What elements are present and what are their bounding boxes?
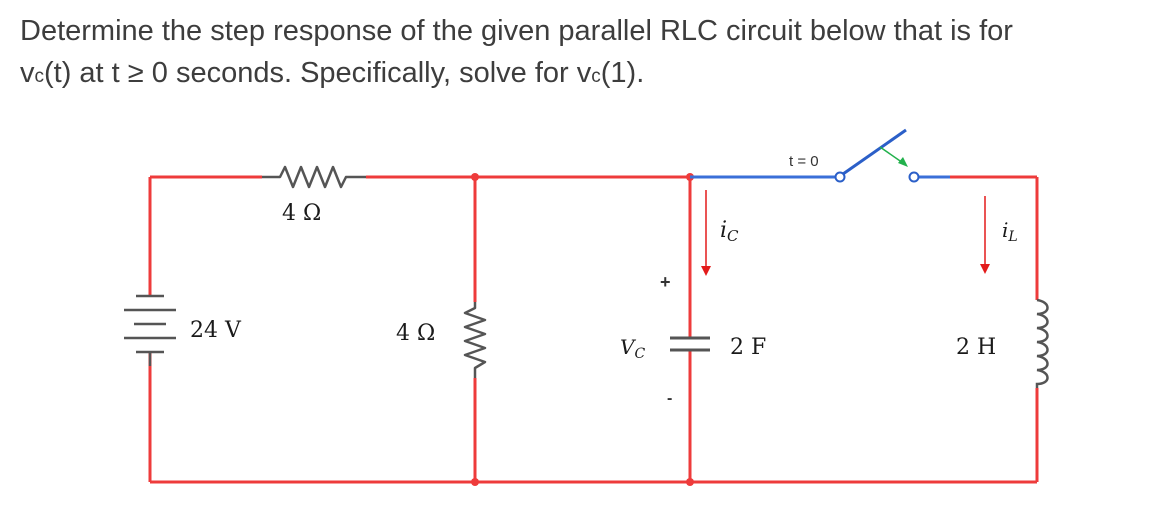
capacitor [670,338,710,350]
switch-label: t = 0 [789,153,819,170]
ic-label-sub: C [727,227,739,245]
question-line-2-end: (1). [600,57,645,89]
il-label-sub: L [1008,229,1018,245]
capacitor-minus-sign: - [667,390,673,407]
ic-label [720,218,739,245]
junction-top-1 [471,173,479,181]
junction-bottom-2 [686,478,694,486]
capacitor-label: 2 F [730,335,767,360]
il-current-arrow [980,196,990,274]
series-resistor-label: 4 Ω [282,201,322,226]
series-resistor [262,167,366,187]
capacitor-plus-sign: + [660,272,671,292]
il-arrow-head [980,264,990,274]
switch-arm [843,130,906,174]
source-label: 24 V [190,318,241,343]
vc-symbol: v [20,57,35,89]
ic-arrow-head [701,266,711,276]
il-label [1002,218,1018,245]
il-label-main: i [1002,218,1009,242]
voltage-source [124,296,176,366]
switch [690,130,950,182]
inductor [1037,300,1048,388]
switch-arrow-head [898,157,908,167]
shunt-resistor-label: 4 Ω [396,321,436,346]
vc-subscript-2: c [591,66,601,87]
vc-label-sub: C [634,346,646,362]
junction-bottom-1 [471,478,479,486]
junction-dots [471,173,694,486]
question-line-2-middle: (t) at t ≥ 0 seconds. Specifically, solve for v [44,57,592,89]
ic-label-main: i [720,218,728,243]
inductor-label: 2 H [956,335,997,360]
vc-label [620,335,645,362]
switch-arrow-shaft [880,147,903,163]
vc-subscript: c [34,66,44,87]
vc-label-main: V [620,335,635,359]
switch-terminal-right [910,173,919,182]
question-line-1: Determine the step response of the given parallel RLC circuit below that is for [20,15,1013,47]
ic-current-arrow [701,190,711,276]
shunt-resistor [465,302,485,378]
